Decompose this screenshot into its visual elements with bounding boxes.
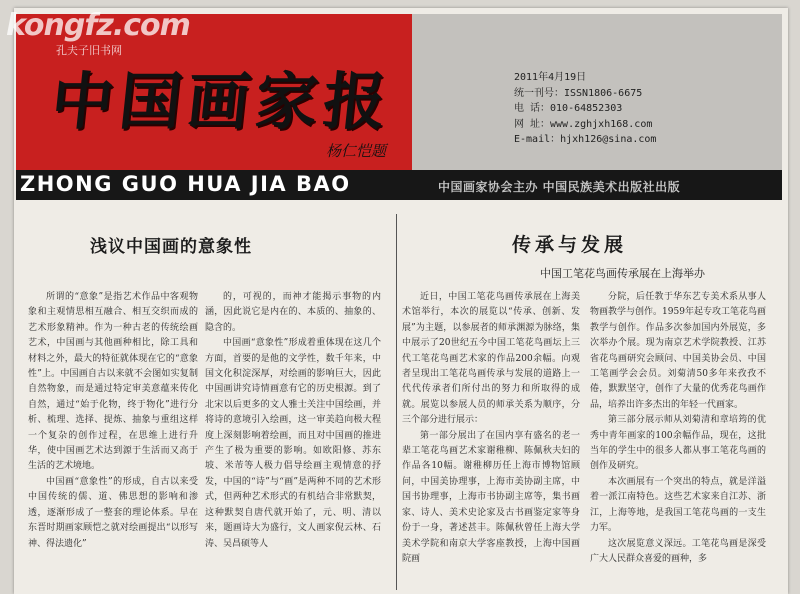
watermark-logo: kongfz.com [6,8,190,43]
pinyin-title: ZHONG GUO HUA JIA BAO [20,172,351,196]
email-address: E-mail：hjxh126@sina.com [514,134,657,145]
paragraph: 第一部分展出了在国内享有盛名的老一辈工笔花鸟画艺术家谢稚柳、陈佩秋夫妇的作品各10幅。谢稚柳历任上海市博物馆顾问，中国美协理事，上海市美协副主席，中国书协理事，上海市书协副主席等，集书画家、诗人、美术史论家及古书画鉴定家等身份于一身，著述甚丰。陈佩秋曾任上海大学美术学院和南京大学客座教授，上海中国画院画 [402,430,580,564]
paragraph: 本次画展有一个突出的特点，就是洋溢着一派江南特色。这些艺术家来自江苏、浙江，上海等地，是我国工笔花鸟画的一支生力军。 [590,476,766,534]
watermark-subtitle: 孔夫子旧书网 [56,44,122,57]
masthead-info-panel [412,14,782,179]
paragraph: 中国画“意象性”形成着重体现在这几个方面，首要的是他的文学性，数千年来，中国文化积淀深厚，对绘画的影响巨大，因此中国画讲究诗情画意有它的历史根源。到了北宋以后更多的文人雅士关注中国绘画，并将诗的意境引入绘画，这一审美趋向极大程度上深刻影响着绘画，而且对中国画的推进产生了极为重要的影响。如欧阳修、苏东坡、米芾等人极力倡导绘画主观情意的抒发，中国的“诗”与“画”是两种不同的艺术形式，但两种艺术形式的有机结合非常默契，这种默契自唐代就开始了，元、明、清以来，题画诗大为盛行，文人画家倪云林、石涛、吴昌硕等人 [205,338,381,549]
article-left-column-2 [205,290,381,592]
article-right-headline: 传承与发展 [512,234,628,256]
paragraph: 所谓的“意象”是指艺术作品中客观物象和主观情思相互融合、相互交织而成的艺术形象精神。作为一种古老的传统绘画艺术，中国画与其他画种相比，除工具和材料之外，最大的特征就体现在它的“意象性”上。中国画自古以来就不会图如实复制自然物象，而是通过特定审美意蕴来传化自然，通过“始于化物，终于物化”进行分析、梳理、选择、提炼、抽象与重组这样一个复杂的创作过程，在思维上进行升华，使中国画艺术达到源于生活而又高于生活的艺术境地。 [28,292,198,472]
article-left-headline: 浅议中国画的意象性 [90,237,252,257]
sponsor-line: 中国画家协会主办 中国民族美术出版社出版 [438,180,681,194]
paragraph: 近日，中国工笔花鸟画传承展在上海美术馆举行，本次的展览以“传承、创新、发展”为主题，以参展者的师承渊源为脉络，集中展示了20世纪五今中国工笔花鸟画坛上三代工笔花鸟画艺术家的作品200余幅。向观者呈现出工笔花鸟画传承与发展的道路上一代代传承者们所付出的努力和所取得的成就。展览以参展人员的师承关系为顺序，分三个部分进行展示： [402,292,580,426]
calligraphy-signature: 杨仁恺题 [325,142,386,160]
article-left-column-1 [28,290,198,592]
newspaper-title: 中国画家报 [47,65,396,138]
column-divider [396,214,397,590]
website: 网 址：www.zghjxh168.com [514,118,653,130]
paragraph: 第三部分展示师从刘菊清和章培筠的优秀中青年画家的100余幅作品，现在，这批当年的学生中的很多人都从事工笔花鸟画的创作及研究。 [590,415,766,472]
article-right-subheadline: 中国工笔花鸟画传承展在上海举办 [540,267,705,280]
article-right-column-2 [590,290,766,592]
issue-date: 2011年4月19日 [514,72,587,83]
article-right-column-1 [402,290,580,592]
paragraph: 中国画“意象性”的形成，自古以来受中国传统的儒、道、佛思想的影响和渗透，逐渐形成了一整套的理论体系。早在东晋时期画家顾恺之就对绘画提出“以形写神、得法遗化” [28,476,198,549]
paragraph: 的，可视的，而神才能揭示事物的内涵，因此说它是内在的、本质的、抽象的、隐含的。 [205,292,381,333]
paragraph: 这次展览意义深远。工笔花鸟画是深受广大人民群众喜爱的画种，多 [590,538,766,564]
phone-number: 电 话：010-64852303 [514,103,623,114]
paragraph: 分院，后任教于华东艺专美术系从事人物画教学与创作。1959年起专攻工笔花鸟画教学与创作。作品多次参加国内外展览，多次举办个展。现为南京艺术学院教授、江苏省花鸟画研究会顾问、中国美协会员、中国工笔画学会会员。刘菊清50多年来孜孜不倦，默默坚守，创作了大量的优秀花鸟画作品，培养出许多杰出的年轻一代画家。 [590,292,766,410]
issn-number: 统一刊号：ISSN1806-6675 [514,87,643,99]
publication-info [514,70,656,148]
